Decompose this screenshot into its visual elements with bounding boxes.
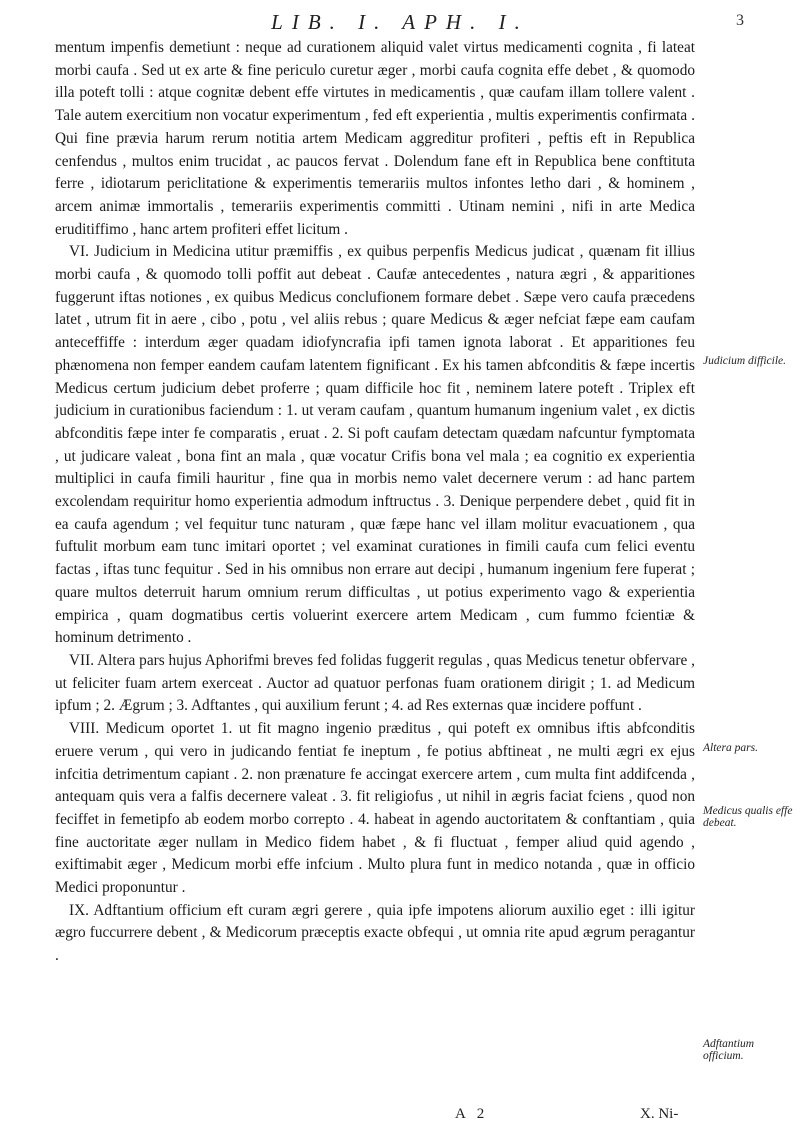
body-text bbox=[55, 37, 695, 968]
running-title: LIB. I. APH. I. bbox=[271, 10, 529, 34]
signature-mark: A 2 bbox=[455, 1106, 489, 1122]
paragraph-section-8: VIII. Medicum oportet 1. ut fit magno ingenio præditus , qui poteft ex omnibus iftis abfconditis eruere verum , qui vero in judicando fentiat fe ineptum , fe potius abftineat , ne multi ægri ex ejus infcitia detrimentum capiant . 2. non prænature fe accingat exercere artem , cum multa fint addifcenda , antequam quis vera a falfis decernere valeat . 3. fit religiofus , ut nihil in ægris faciat fciens , quod non feciffet in femetipfo ab eodem morbo correpto . 4. habeat in agendo auctoritatem & conftantiam , quia fine auctoritate æger nullam in Medico fidem habet , & fi fluctuat , femper aliud quid agendo , exiftimabit æger , Medicum morbi effe infcium . Multo plura funt in medico notanda , quæ in officio Medici proponuntur . bbox=[55, 720, 695, 897]
margin-note-medicus-qualis: Medicus qualis effe debeat. bbox=[703, 805, 793, 829]
margin-note-adstantium: Adftantium officium. bbox=[703, 1038, 755, 1062]
page-number: 3 bbox=[736, 12, 744, 29]
paragraph-section-6: VI. Judicium in Medicina utitur præmiffis , ex quibus perpenfis Medicus judicat , quænam fit illius morbi caufa , & quomodo tolli poffit aut debeat . Caufæ antecedentes , natura ægri , & apparitiones fuggerunt iftas notiones , ex quibus Medicus conclufionem formare debet . Sæpe vero caufa præcedens latet , utrum fit in aere , cibo , potu , vel aliis rebus ; quare Medicus & æger nefciat fæpe eam caufam anteceffiffe : interdum æger quadam idiofyncrafia ipfi tamen ignota laborat . Et apparitiones feu phænomena non femper eandem caufam latentem fignificant . Ex his tamen abfconditis & fæpe incertis Medicus certum judicium debet proferre ; quam difficile hoc fit , neminem latere poteft . Triplex eft judicium in curationibus faciendum : 1. ut veram caufam , quantum humanum ingenium valet , ex dictis abfconditis fæpe inter fe comparatis , eruat . 2. Si poft caufam detectam quædam nafcuntur fymptomata , ut judicare valeat , bona fint an mala , quæ vocatur Crifis bona vel mala ; ea cognitio ex experientia multiplici in caufa fimili hauritur , fine qua in morbis nemo valet decernere verum : ad hanc partem excolendam requiritur homo experientia admodum inftructus . 3. Denique perpendere debet , quid fit in ea caufa agendum ; vel fequitur tunc naturam , quæ fæpe hanc vel illam molitur evacuationem , qua fuftulit morbum eam tunc imitari oportet ; vel examinat curationes in fimili caufa cum felici eventu factas , iftas tunc fequitur . Sed in his omnibus non errare aut decipi , humanum ingenium fere fuperat ; quare multos deterruit harum omnium rerum difficultas , ut potius experimento vago & experientia empirica , quam dogmatibus certis voluerint exercere artem Medicam , cum fummo fcientiæ & hominum detrimento . bbox=[55, 243, 695, 647]
running-head bbox=[0, 10, 800, 40]
paragraph-section-9: IX. Adftantium officium eft curam ægri gerere , quia ipfe impotens aliorum auxilio eget : illi igitur ægro fuccurrere debent , & Medicorum præceptis exacte obfequi , ut omnia rite apud ægrum peragantur . bbox=[55, 901, 695, 965]
margin-note-altera-pars: Altera pars. bbox=[703, 742, 758, 754]
paragraph-section-7: VII. Altera pars hujus Aphorifmi breves fed folidas fuggerit regulas , quas Medicus tenetur obfervare , ut feliciter fuam artem exerceat . Auctor ad quatuor perfonas fuam orationem dirigit ; 1. ad Medicum ipfum ; 2. Ægrum ; 3. Adftantes , qui auxilium ferunt ; 4. ad Res externas quæ incidere poffunt . bbox=[55, 651, 695, 715]
margin-note-judicium: Judicium difficile. bbox=[703, 355, 787, 367]
page-footer bbox=[0, 1106, 800, 1130]
paragraph-continuation: mentum impenfis demetiunt : neque ad curationem aliquid valet virtus medicamenti cognita , fi lateat morbi caufa . Sed ut ex arte & fine periculo curetur æger , morbi caufa cognita effe debet , & quomodo illa poteft tolli : atque cognitæ debent effe virtutes in medicamentis , quæ caufam illam tollere valent . Tale autem exercitium non vocatur experimentum , fed eft experientia , multis experimentis confirmata . Qui fine prævia harum rerum notitia artem Medicam aggreditur profiteri , peftis eft in Republica cenfendus , multos enim trucidat , ac paucos fervat . Dolendum fane eft in Republica bene conftituta ferre , idiotarum periclitatione & experimentis temerariis multos infontes letho dari , & hominem , arcem animæ immortalis , temerariis experimentis committi . Utinam nemini , nifi in arte Medica eruditiffimo , hanc artem profiteri effet licitum . bbox=[55, 39, 695, 238]
catchword: X. Ni- bbox=[640, 1106, 679, 1122]
